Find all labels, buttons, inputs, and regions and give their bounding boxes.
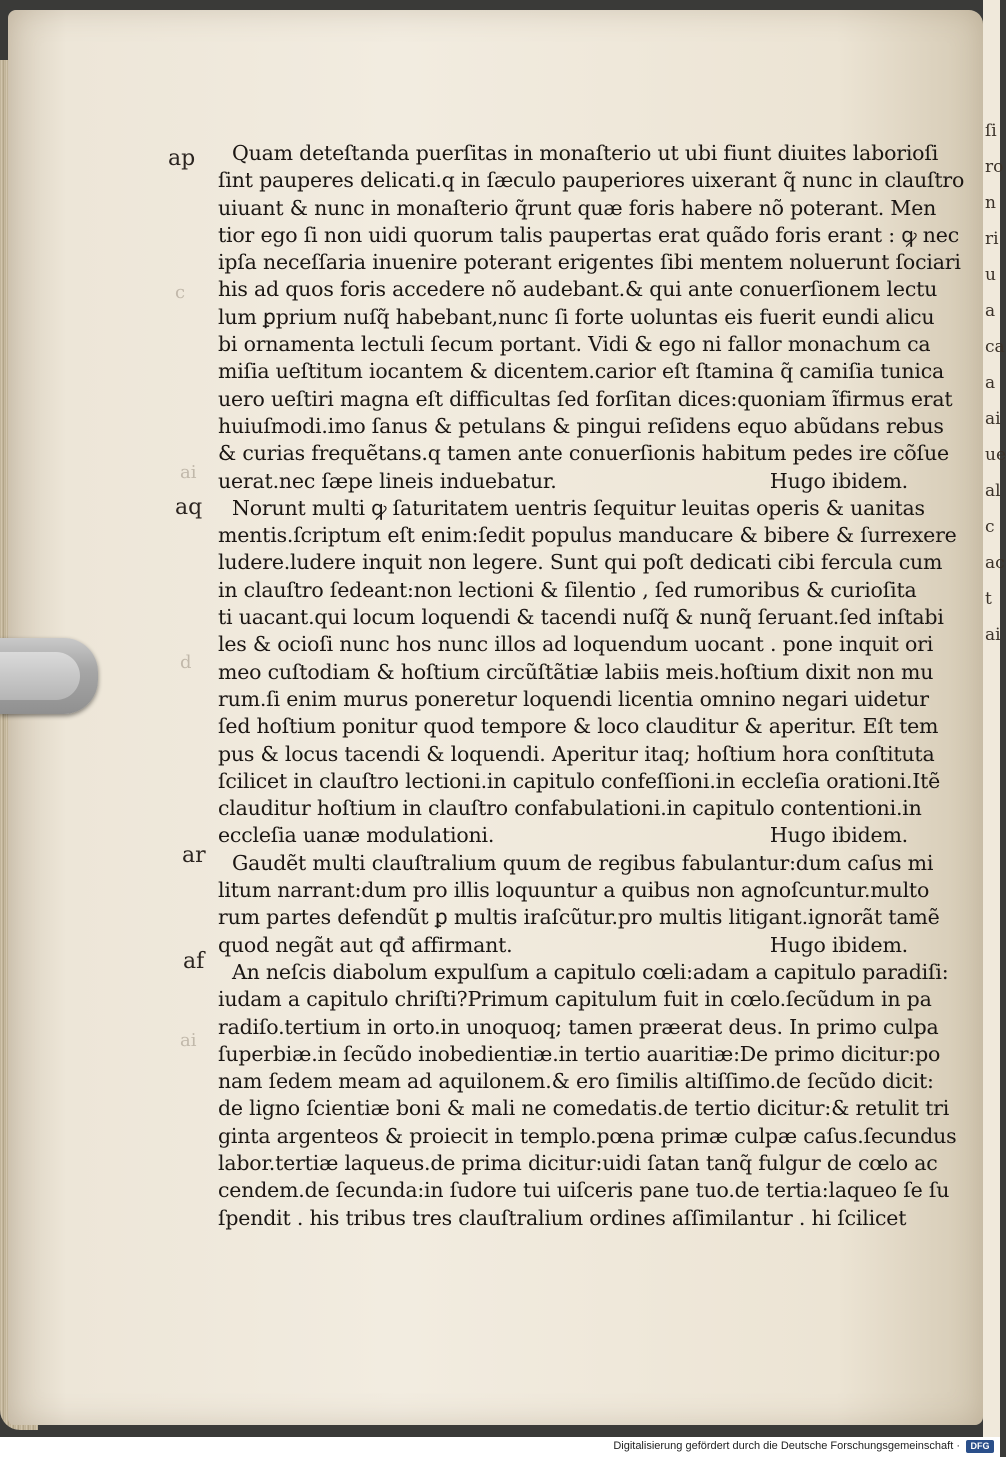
facing-page-fragment: ca [985, 337, 1005, 357]
text-line: clauditur hoſtium in clauſtro confabulationi.in capitulo contentioni.in [218, 796, 922, 821]
facing-page-fragment: t [985, 589, 992, 609]
text-line: bi ornamenta lectuli ſecum portant. Vidi & ego ni fallor monachum ca [218, 332, 931, 357]
facing-page-fragment: c [985, 517, 995, 537]
text-line: cendem.de ſecunda:in ſudore tui uiſceris pane tuo.de tertia:laqueo ſe ſu [218, 1178, 950, 1203]
text-line: mentis.ſcriptum eſt enim:ſedit populus manducare & bibere & ſurrexere [218, 523, 957, 548]
text-line: ginta argenteos & proiecit in templo.pœna primæ culpæ caſus.ſecundus [218, 1123, 957, 1148]
text-line: litum narrant:dum pro illis loquuntur a quibus non agnoſcuntur.multo [218, 878, 930, 903]
facing-page-fragment: a [985, 373, 996, 393]
text-line: ſed hoſtium ponitur quod tempore & loco clauditur & aperitur. Eſt tem [218, 714, 939, 739]
source-citation: Hugo ibidem. [769, 932, 908, 957]
text-line: miſia ueſtitum iocantem & dicentem.carior eſt ſtamina q̃ camiſia tunica [218, 359, 945, 384]
text-line [218, 468, 958, 495]
source-citation: Hugo ibidem. [769, 823, 908, 848]
bleed-through-mark: ai [180, 1030, 197, 1051]
bleed-through-mark: c [175, 282, 186, 303]
facing-page-edge [983, 0, 1006, 1437]
text-line: ipſa neceſſaria inuenire poterant erigentes ſibi mentem noluerunt ſociari [218, 250, 961, 275]
facing-page-fragment: u [985, 265, 996, 285]
text-line: rum partes defendũt ꝑ multis iraſcũtur.pro multis litigant.ignorãt tamẽ [218, 905, 940, 930]
text-line: meo cuſtodiam & hoſtium circũſtãtiæ labiis meis.hoſtium dixit non mu [218, 659, 934, 684]
margin-marker: ap [168, 146, 196, 171]
facing-page-fragment: ac [985, 553, 1005, 573]
facing-page-fragment: ue [985, 445, 1006, 465]
paragraph [218, 495, 958, 850]
text-line: les & ocioſi nunc hos nunc illos ad loquendum uocant . pone inquit ori [218, 632, 934, 657]
text-line: radiſo.tertium in orto.in unoquoq; tamen præerat deus. In primo culpa [218, 1014, 939, 1039]
margin-marker: aq [175, 495, 203, 520]
text-line: ſuperbiæ.in ſecũdo inobedientiæ.in tertio auaritiæ:De primo dicitur:po [218, 1041, 941, 1066]
text-line: tior ego ſi non uidi quorum talis paupertas erat quãdo foris erant : ꝙ nec [218, 222, 959, 247]
text-line: ſint pauperes delicati.q in ſæculo pauperiores uixerant q̃ nunc in clauſtro [218, 168, 965, 193]
body-text [218, 140, 965, 1232]
facing-page-fragment: n [985, 193, 996, 213]
paragraph-last-line: quod negãt aut qđ affirmant. [218, 932, 513, 957]
paragraph-last-line: uerat.nec ſæpe lineis induebatur. [218, 468, 557, 493]
source-citation: Hugo ibidem. [769, 468, 908, 493]
facing-page-fragment: a [985, 301, 996, 321]
bleed-through-mark: d [180, 652, 192, 673]
text-line: lum ꝑprium nuſq̃ habebant,nunc ſi forte uoluntas eis fuerit eundi alicu [218, 304, 935, 329]
text-line: iudam a capitulo chriſti?Primum capitulum fuit in cœlo.ſecũdum in pa [218, 987, 932, 1012]
paragraph-last-line: eccleſia uanæ modulationi. [218, 823, 495, 848]
text-line: ſpendit . his tribus tres clauſtralium ordines aſſimilantur . hi ſcilicet [218, 1205, 907, 1230]
text-line: Quam deteſtanda puerſitas in monaſterio ut ubi fiunt diuites laborioſi [232, 141, 939, 165]
footer-bar [0, 1437, 1000, 1457]
dfg-logo: DFG [966, 1440, 994, 1453]
text-line: in clauſtro ſedeant:non lectioni & ſilentio , ſed rumoribus & curioſita [218, 577, 917, 602]
paragraph [218, 959, 958, 1232]
text-line: & curias frequẽtans.q tamen ante conuerſionis habitum pedes ire cõſue [218, 441, 949, 466]
text-line: Gaudẽt multi clauſtralium quum de regibus fabulantur:dum caſus mi [232, 850, 934, 875]
text-line: huiuſmodi.imo ſanus & petulans & pingui reſidens equo abũdans rebus [218, 413, 944, 438]
paragraph [218, 850, 958, 959]
text-line: labor.tertiæ laqueus.de prima dicitur:uidi ſatan tanq̃ fulgur de cœlo ac [218, 1150, 938, 1175]
text-line [218, 822, 958, 849]
text-line: An neſcis diabolum expulſum a capitulo cœli:adam a capitulo paradiſi: [232, 959, 949, 984]
facing-page-fragment: ai [985, 409, 1001, 429]
page-clip-highlight [0, 652, 80, 700]
text-line: Norunt multi ꝙ ſaturitatem uentris ſequitur leuitas operis & uanitas [232, 495, 925, 520]
text-line: rum.ſi enim murus poneretur loquendi licentia omnino negari uidetur [218, 686, 929, 711]
text-line: his ad quos foris accedere nõ audebant.& qui ante conuerſionem lectu [218, 277, 938, 302]
paragraph [218, 140, 965, 495]
text-line [218, 932, 958, 959]
text-line: nam ſedem meam ad aquilonem.& ero ſimilis altiſſimo.de ſecũdo dicit: [218, 1069, 934, 1094]
text-line: uiuant & nunc in monaſterio q̃runt quæ foris habere nõ poterant. Men [218, 195, 937, 220]
facing-page-fragment: ro [985, 157, 1004, 177]
funding-credit: Digitalisierung gefördert durch die Deutsche Forschungsgemeinschaft · [613, 1440, 960, 1452]
facing-page-fragment: ri [985, 229, 999, 249]
text-line: uero ueſtiri magna eſt difficultas ſed forſitan dices:quoniam ĩfirmus erat [218, 386, 953, 411]
facing-page-fragment: ai [985, 625, 1001, 645]
text-line: ſcilicet in clauſtro lectioni.in capitulo confeſſioni.in eccleſia orationi.Itẽ [218, 768, 941, 793]
text-line: ludere.ludere inquit non legere. Sunt qui poſt dedicati cibi fercula cum [218, 550, 943, 575]
text-line: de ligno ſcientiæ boni & mali ne comedatis.de tertio dicitur:& retulit tri [218, 1096, 950, 1121]
facing-page-fragment: al [985, 481, 1001, 501]
text-line: pus & locus tacendi & loquendi. Aperitur itaq; hoſtium hora conſtituta [218, 741, 935, 766]
text-line: ti uacant.qui locum loquendi & tacendi nuſq̃ & nunq̃ ſeruant.ſed inſtabi [218, 605, 944, 630]
facing-page-fragment: ſi [985, 121, 997, 141]
margin-marker: ar [182, 843, 206, 868]
bleed-through-mark: ai [180, 462, 197, 483]
margin-marker: af [183, 949, 205, 974]
